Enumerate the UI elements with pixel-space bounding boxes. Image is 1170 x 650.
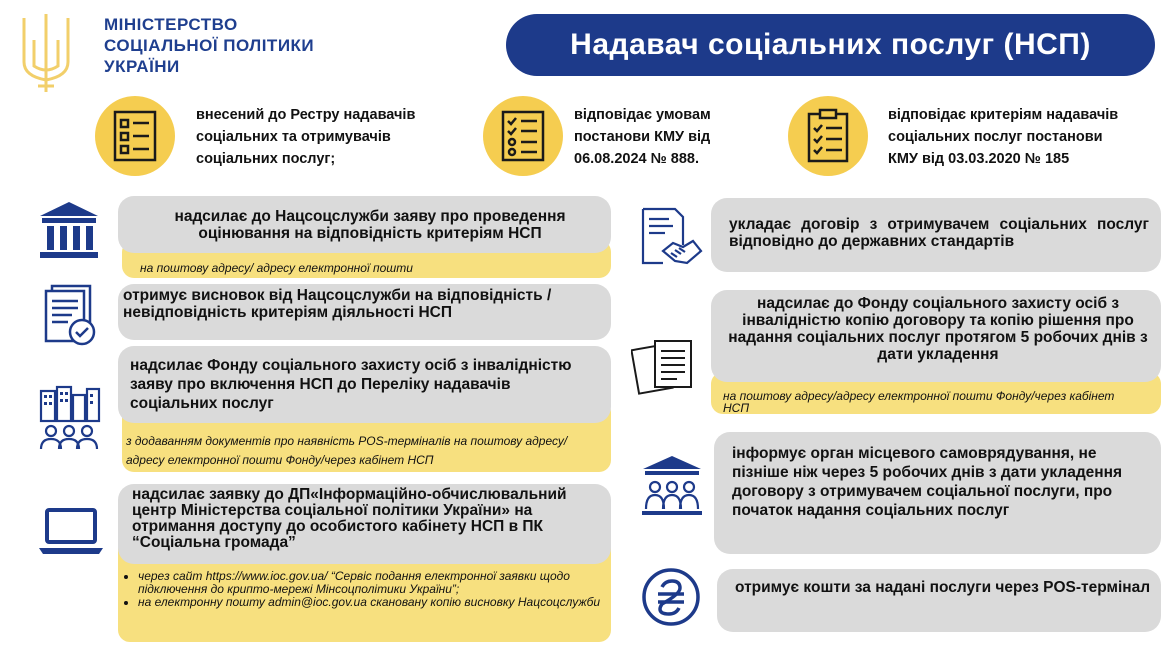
- criterion-2-line-1: відповідає умовам: [574, 107, 711, 123]
- criterion-3-line-1: відповідає критеріям надавачів: [888, 107, 1119, 123]
- step-3-box: [118, 346, 611, 423]
- page-title-banner: [506, 14, 1155, 76]
- hryvnia-coin-icon: [640, 566, 702, 628]
- step-4-box: [118, 484, 611, 564]
- right-step-3-text: інформує орган місцевого самоврядування, не пізніше ніж через 5 робочих днів з дати укладення договору з отримувачем соціальної послуги, про початок надання соціальних послуг: [732, 445, 1123, 519]
- right-step-1-box: [711, 198, 1161, 272]
- clipboard-icon: [788, 96, 868, 176]
- criterion-1-line-1: внесений до Рестру надавачів: [196, 107, 416, 123]
- step-1-box: [118, 196, 611, 253]
- step-4-bullet-2: • на електронну пошту admin@ioc.gov.ua скановану копію висновку Нацсоцслужби: [138, 596, 623, 609]
- ministry-line-1: МІНІСТЕРСТВО: [104, 15, 238, 34]
- step-3-text: надсилає Фонду соціального захисту осіб з інвалідністю заяву про включення НСП до Переліку надавачів соціальних послуг: [130, 357, 572, 412]
- checklist-icon: [483, 96, 563, 176]
- documents-icon: [630, 336, 700, 396]
- right-step-4-box: [717, 569, 1161, 632]
- criterion-1-line-3: соціальних послуг;: [196, 151, 336, 167]
- right-step-2-box: [711, 290, 1161, 382]
- local-government-icon: [638, 452, 706, 518]
- trident-icon: [14, 10, 78, 94]
- contract-handshake-icon: [636, 204, 704, 270]
- step-2-box: [118, 284, 611, 340]
- step-4-text: надсилає заявку до ДП«Інформаційно-обчислювальний центр Міністерства соціальної політики України» на отримання доступу до особистого кабінету НСП в ПК “Соціальна громада”: [132, 486, 567, 551]
- right-step-2-note: на поштову адресу/адресу електронної пошти Фонду/через кабінет НСП: [723, 389, 1115, 415]
- laptop-icon: [36, 503, 106, 559]
- right-step-4-text: отримує кошти за надані послуги через POS-термінал: [735, 579, 1151, 596]
- right-step-2-text: надсилає до Фонду соціального захисту осіб з інвалідністю копію договору та копію рішення про надання соціальних послуг протягом 5 робочих днів з дати укладення: [728, 295, 1148, 363]
- ministry-name: [104, 14, 314, 77]
- criterion-2-text: [574, 104, 711, 170]
- step-4-bullets: [122, 570, 623, 609]
- certified-document-icon: [36, 280, 102, 350]
- city-people-icon: [36, 384, 102, 454]
- page-title: Надавач соціальних послуг (НСП): [570, 28, 1091, 61]
- criterion-3-line-3: КМУ від 03.03.2020 № 185: [888, 151, 1070, 167]
- step-3-note: з додаванням документів про наявність POS-терміналів на поштову адресу/адресу електронної пошти Фонду/через кабінет НСП: [126, 434, 568, 467]
- criterion-3-text: [888, 104, 1118, 170]
- ministry-line-3: УКРАЇНИ: [104, 57, 180, 76]
- right-step-3-box: [714, 432, 1161, 554]
- criterion-2-line-2: постанови КМУ від: [574, 129, 711, 145]
- step-1-note: на поштову адресу/ адресу електронної пошти: [140, 261, 413, 275]
- criterion-3-line-2: соціальних послуг постанови: [888, 129, 1103, 145]
- ministry-line-2: СОЦІАЛЬНОЇ ПОЛІТИКИ: [104, 36, 315, 55]
- checklist-icon: [95, 96, 175, 176]
- step-4-bullet-1: • через сайт https://www.ioc.gov.ua/ “Сервіс подання електронної заявки щодо підключення до крипто-мережі Мінсоцполітики України”;: [138, 570, 623, 596]
- government-building-icon: [36, 198, 102, 262]
- criterion-1-line-2: соціальних та отримувачів: [196, 129, 391, 145]
- step-1-text: надсилає до Нацсоцслужби заяву про проведення оцінювання на відповідність критеріям НСП: [174, 208, 566, 242]
- criterion-1-text: [196, 104, 415, 170]
- right-step-1-text: укладає договір з отримувачем соціальних послуг відповідно до державних стандартів: [729, 216, 1149, 250]
- step-2-text: отримує висновок від Нацсоцслужби на відповідність /невідповідність критеріям діяльності НСП: [123, 287, 552, 321]
- criterion-2-line-3: 06.08.2024 № 888.: [574, 151, 700, 167]
